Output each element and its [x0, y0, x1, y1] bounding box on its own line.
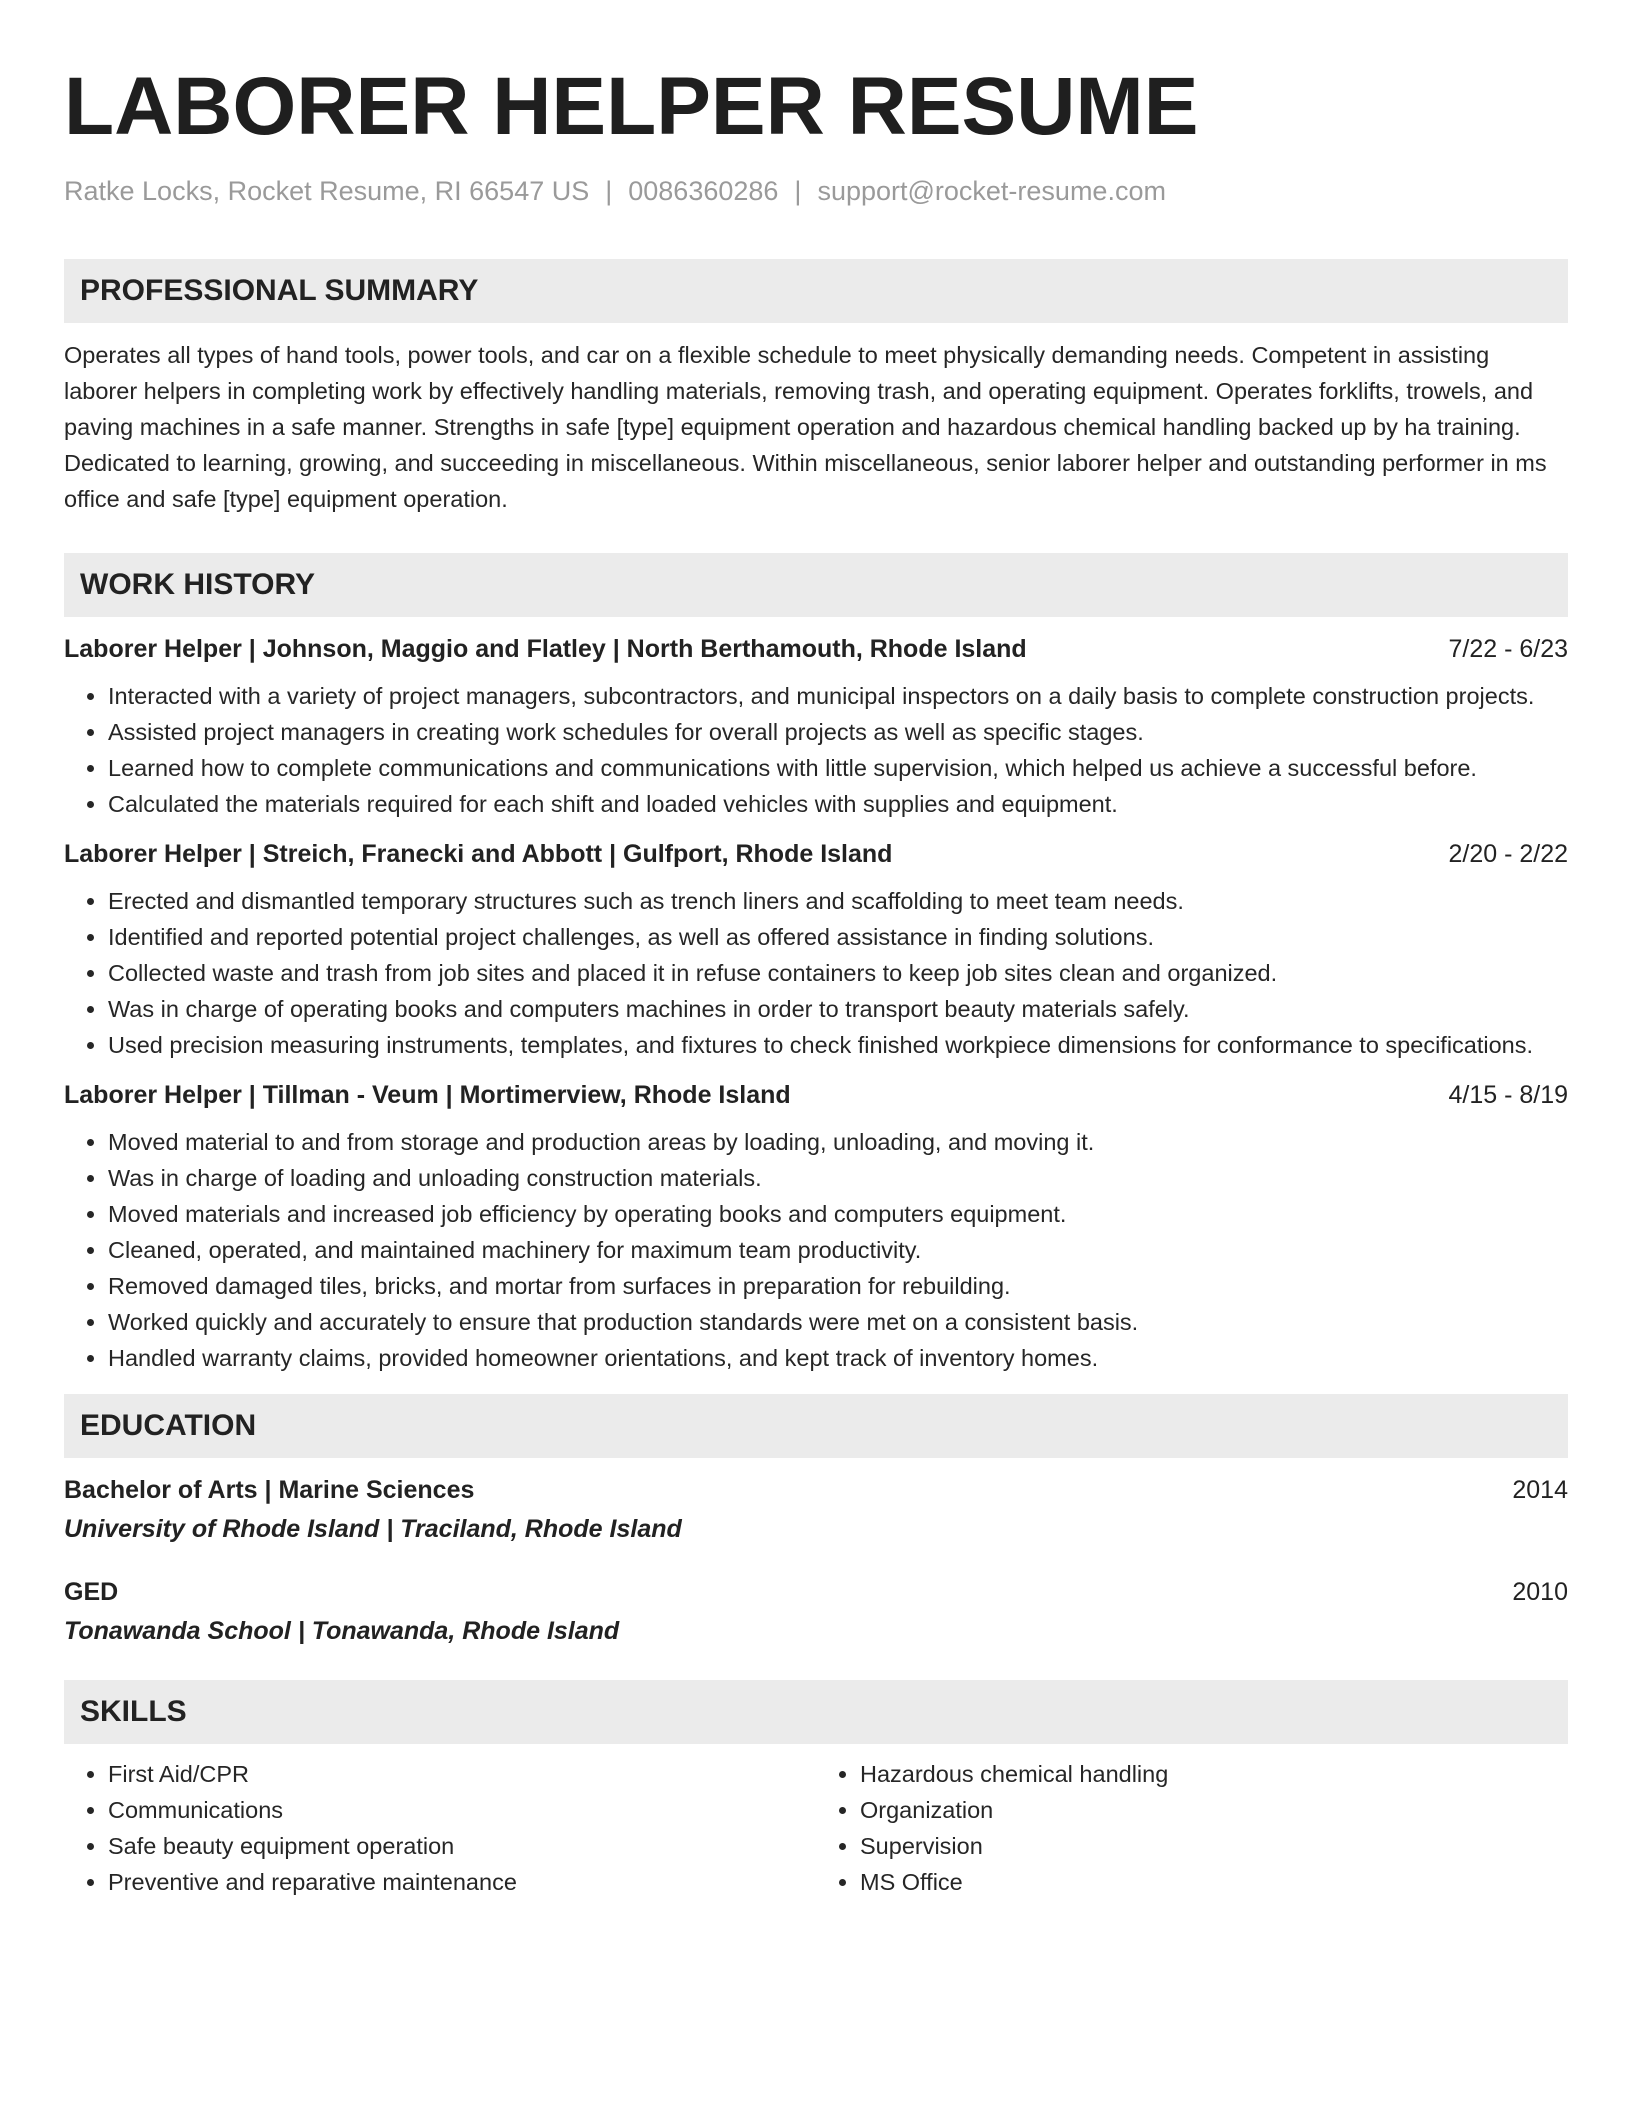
skill-item: • Safe beauty equipment operation [108, 1828, 816, 1864]
skills-columns [64, 1756, 1568, 1900]
job-bullet: • Calculated the materials required for each shift and loaded vehicles with supplies and equipment. [108, 786, 1568, 822]
contact-address: Ratke Locks, Rocket Resume, RI 66547 US [64, 176, 590, 206]
job-bullet: • Used precision measuring instruments, templates, and fixtures to check finished workpiece dimensions for conformance to specifications. [108, 1027, 1568, 1063]
contact-email: support@rocket-resume.com [817, 176, 1166, 206]
summary-text: Operates all types of hand tools, power tools, and car on a flexible schedule to meet physically demanding needs. Competent in assisting laborer helpers in completing work by effectively handling materials, removing trash, and operating equipment. Operates forklifts, trowels, and paving machines in a safe manner. Strengths in safe [type] equipment operation and hazardous chemical handling backed up by ha training. Dedicated to learning, growing, and succeeding in miscellaneous. Within miscellaneous, senior laborer helper and outstanding performer in ms office and safe [type] equipment operation. [64, 342, 1547, 512]
work-history-heading: WORK HISTORY [64, 553, 1568, 617]
job-bullet: • Worked quickly and accurately to ensure that production standards were met on a consistent basis. [108, 1304, 1568, 1340]
job-bullets [64, 1124, 1568, 1376]
job-bullets [64, 883, 1568, 1063]
job-dates: 4/15 - 8/19 [1448, 1081, 1568, 1109]
job-title: Laborer Helper | Tillman - Veum | Mortimerview, Rhode Island [64, 1081, 791, 1109]
contact-line [64, 176, 1568, 207]
job-bullet: • Cleaned, operated, and maintained machinery for maximum team productivity. [108, 1232, 1568, 1268]
job-title: Laborer Helper | Streich, Franecki and Abbott | Gulfport, Rhode Island [64, 840, 893, 868]
job-header [64, 1081, 1568, 1110]
job-bullet: • Moved material to and from storage and production areas by loading, unloading, and moving it. [108, 1124, 1568, 1160]
job-bullet: • Assisted project managers in creating work schedules for overall projects as well as specific stages. [108, 714, 1568, 750]
education-heading: EDUCATION [64, 1394, 1568, 1458]
contact-separator: | [794, 176, 802, 206]
job-bullet: • Collected waste and trash from job sites and placed it in refuse containers to keep job sites clean and organized. [108, 955, 1568, 991]
job-bullet: • Erected and dismantled temporary structures such as trench liners and scaffolding to meet team needs. [108, 883, 1568, 919]
skill-item: • Preventive and reparative maintenance [108, 1864, 816, 1900]
job-header [64, 635, 1568, 664]
job-dates: 2/20 - 2/22 [1448, 840, 1568, 868]
job-entry [64, 840, 1568, 1063]
job-bullets [64, 678, 1568, 822]
job-bullet: • Handled warranty claims, provided homeowner orientations, and kept track of inventory homes. [108, 1340, 1568, 1376]
skill-item: • Hazardous chemical handling [860, 1756, 1568, 1792]
education-header [64, 1578, 1568, 1607]
job-header [64, 840, 1568, 869]
resume-title: LABORER HELPER RESUME [64, 61, 1199, 152]
education-school: University of Rhode Island | Traciland, Rhode Island [64, 1515, 682, 1543]
education-school: Tonawanda School | Tonawanda, Rhode Island [64, 1617, 620, 1645]
job-bullet: • Interacted with a variety of project managers, subcontractors, and municipal inspectors on a daily basis to complete construction projects. [108, 678, 1568, 714]
job-entry [64, 1081, 1568, 1376]
education-header [64, 1476, 1568, 1505]
job-bullet: • Moved materials and increased job efficiency by operating books and computers equipment. [108, 1196, 1568, 1232]
education-entry [64, 1476, 1568, 1544]
job-dates: 7/22 - 6/23 [1448, 635, 1568, 663]
education-year: 2014 [1512, 1476, 1568, 1504]
skill-item: • Supervision [860, 1828, 1568, 1864]
education-degree: Bachelor of Arts | Marine Sciences [64, 1476, 475, 1504]
job-title: Laborer Helper | Johnson, Maggio and Flatley | North Berthamouth, Rhode Island [64, 635, 1027, 663]
education-year: 2010 [1512, 1578, 1568, 1606]
summary-heading: PROFESSIONAL SUMMARY [64, 259, 1568, 323]
skill-item: • Organization [860, 1792, 1568, 1828]
job-bullet: • Removed damaged tiles, bricks, and mortar from surfaces in preparation for rebuilding. [108, 1268, 1568, 1304]
skill-item: • Communications [108, 1792, 816, 1828]
education-entry [64, 1578, 1568, 1646]
job-entry [64, 635, 1568, 822]
contact-separator: | [605, 176, 613, 206]
skills-heading: SKILLS [64, 1680, 1568, 1744]
job-bullet: • Was in charge of loading and unloading construction materials. [108, 1160, 1568, 1196]
contact-phone: 0086360286 [628, 176, 779, 206]
skill-item: • MS Office [860, 1864, 1568, 1900]
job-bullet: • Identified and reported potential project challenges, as well as offered assistance in finding solutions. [108, 919, 1568, 955]
job-bullet: • Learned how to complete communications and communications with little supervision, which helped us achieve a successful before. [108, 750, 1568, 786]
skill-item: • First Aid/CPR [108, 1756, 816, 1792]
education-degree: GED [64, 1578, 119, 1606]
job-bullet: • Was in charge of operating books and computers machines in order to transport beauty materials safely. [108, 991, 1568, 1027]
skills-left-list [64, 1756, 816, 1900]
skills-right-list [816, 1756, 1568, 1900]
